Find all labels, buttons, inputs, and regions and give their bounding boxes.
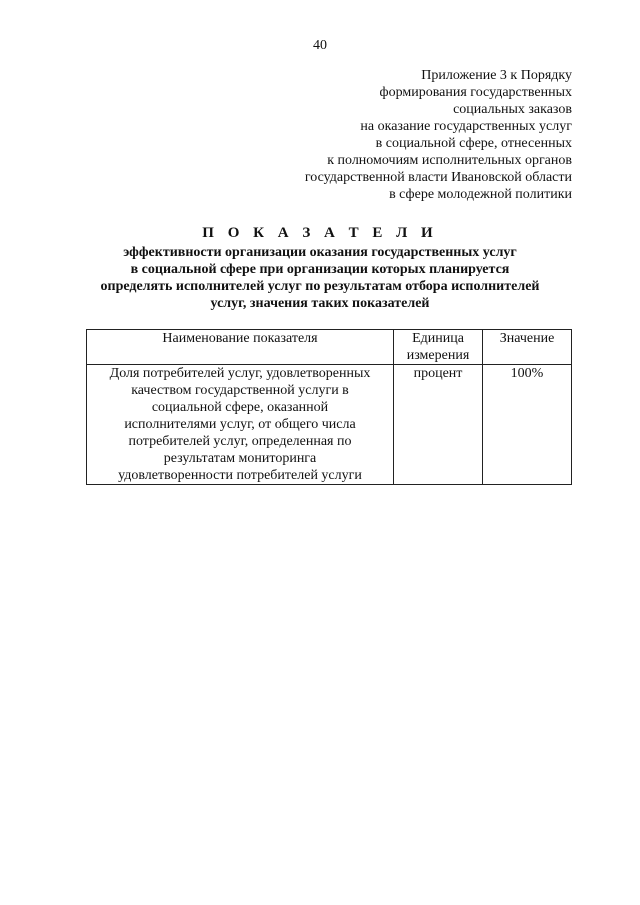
document-heading xyxy=(0,223,640,312)
appendix-line: государственной власти Ивановской области xyxy=(304,170,572,185)
page-number: 40 xyxy=(313,38,327,53)
header-value-text: Значение xyxy=(499,331,555,346)
indicator-name-line: социальной сфере, оказанной xyxy=(151,400,329,415)
subtitle-line: услуг, значения таких показателей xyxy=(210,296,430,311)
appendix-line: формирования государственных xyxy=(379,85,572,100)
indicator-name-line: исполнителями услуг, от общего числа xyxy=(124,417,356,432)
appendix-line: Приложение 3 к Порядку xyxy=(421,68,572,83)
header-name xyxy=(87,330,394,365)
table-row xyxy=(87,365,572,485)
cell-unit xyxy=(394,365,483,485)
indicator-name-line: удовлетворенности потребителей услуги xyxy=(118,468,362,483)
appendix-line: в социальной сфере, отнесенных xyxy=(375,136,572,151)
appendix-line: в сфере молодежной политики xyxy=(389,187,572,202)
unit-text: процент xyxy=(413,366,463,381)
indicator-name-line: качеством государственной услуги в xyxy=(131,383,349,398)
header-unit xyxy=(394,330,483,365)
document-title: П О К А З А Т Е Л И xyxy=(202,225,438,241)
indicators-table xyxy=(86,329,572,485)
appendix-line: на оказание государственных услуг xyxy=(360,119,572,134)
header-name-text: Наименование показателя xyxy=(162,331,318,346)
subtitle-line: определять исполнителей услуг по результатам отбора исполнителей xyxy=(100,279,540,294)
indicator-name-line: результатам мониторинга xyxy=(163,451,317,466)
subtitle-line: эффективности организации оказания государственных услуг xyxy=(123,245,517,260)
indicator-name-line: потребителей услуг, определенная по xyxy=(128,434,352,449)
appendix-line: социальных заказов xyxy=(453,102,572,117)
appendix-block xyxy=(232,67,572,203)
cell-value xyxy=(483,365,572,485)
appendix-line: к полномочиям исполнительных органов xyxy=(327,153,572,168)
header-unit-text: Единица xyxy=(412,331,464,346)
header-value xyxy=(483,330,572,365)
table-header-row xyxy=(87,330,572,365)
value-text: 100% xyxy=(510,366,544,381)
document-subtitle xyxy=(0,244,640,312)
cell-indicator-name xyxy=(87,365,394,485)
header-unit-text: измерения xyxy=(406,348,470,363)
subtitle-line: в социальной сфере при организации которых планируется xyxy=(130,262,510,277)
indicator-name-line: Доля потребителей услуг, удовлетворенных xyxy=(109,366,371,381)
